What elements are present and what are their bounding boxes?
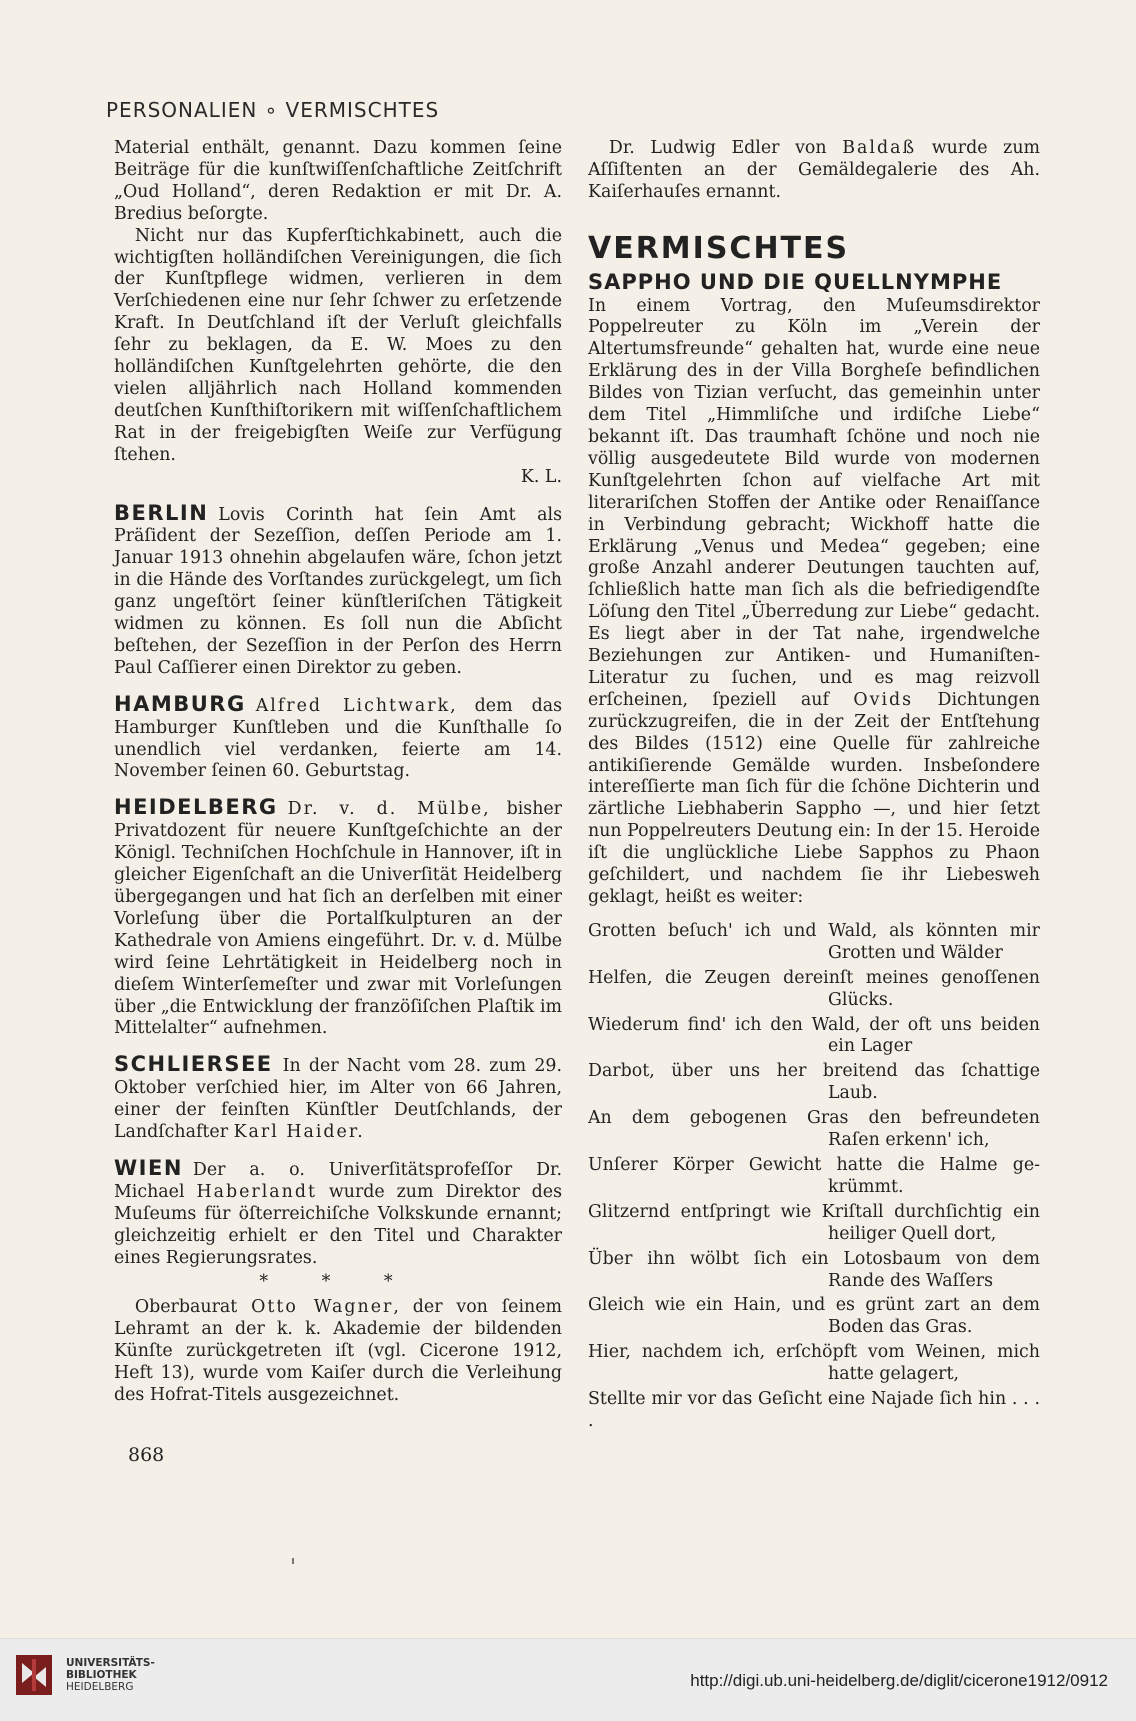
poem-line (588, 1342, 1040, 1386)
moes-signature: K. L. (520, 466, 562, 487)
library-name (66, 1657, 155, 1693)
notice-berlin (114, 500, 562, 680)
baldass-name: Baldaß (842, 138, 917, 158)
poem-line-continuation: ein Lager (828, 1036, 913, 1057)
poem-line-continuation: Raſen erkenn' ich, (828, 1130, 990, 1151)
city-heading-hamburg: HAMBURG (114, 691, 246, 716)
notice-baldass (588, 138, 1040, 204)
poem-line (588, 1202, 1040, 1246)
poem-line-first: Über ihn wölbt ſich ein Lotosbaum von dem (588, 1248, 1040, 1269)
poem-line (588, 1061, 1040, 1105)
section-title: VERMISCHTES (588, 230, 850, 266)
article-title: SAPPHO UND DIE QUELLNYMPHE (588, 269, 1003, 294)
hamburg-text: , dem das Hamburger Kunſtleben und die Kunſthalle ſo unendlich viel verdanken, feierte am 14. November ſeinen 60. Geburtstag. (114, 695, 562, 782)
article-text-a: In einem Vortrag, den Muſeumsdirektor Poppelreuter zu Köln im „Verein der Altertumsfreunde“ gehalten hat, wurde eine neue Erklärung des in der Villa Borgheſe befindlichen Bildes von Tizian verſucht, das gemeinhin unter dem Titel „Himmliſche und irdiſche Liebe“ bekannt iſt. Das traumhaft ſchöne und noch nie völlig ausgedeutete Bild wurde von modernen Kunſtgelehrten ſchon auf vielfache Art mit literariſchen Stoffen der Antike oder Renaiſſance in Verbindung gebracht; Wickhoff hatte die Erklärung „Venus und Medea“ gegeben; eine große Anzahl anderer Deutungen tauchten auf, ſchließlich hatte man ſich als die befriedigendſte Löſung den Titel „Überredung zur Liebe“ gedacht. Es liegt aber in der Tat nahe, irgendwelche Beziehungen zur Antiken- und Humaniſten-Literatur zu ſuchen, und es mag reizvoll erſcheinen, ſpeziell auf (588, 295, 1040, 710)
digitization-url[interactable]: http://digi.ub.uni-heidelberg.de/diglit/cicerone1912/0912 (690, 1671, 1108, 1690)
poem-line-first: Darbot, über uns her breitend das ſchattige (588, 1061, 1040, 1082)
wien-name: Haberlandt (196, 1181, 317, 1202)
city-heading-schliersee: SCHLIERSEE (114, 1052, 273, 1077)
poem-line-continuation: heiliger Quell dort, (828, 1223, 997, 1244)
poem-line (588, 1295, 1040, 1339)
schliersee-name: Karl Haider. (233, 1122, 365, 1143)
article-ovid: Ovids (853, 689, 914, 710)
running-head: PERSONALIEN ∘ VERMISCHTES (106, 98, 440, 122)
poem-line-continuation: krümmt. (828, 1176, 904, 1197)
poem-line (588, 1108, 1040, 1152)
poem-line-first: Wiederum find' ich den Wald, der oft uns beiden (588, 1014, 1040, 1035)
poem (588, 921, 1040, 1433)
wagner-text-a: Oberbaurat (134, 1297, 238, 1318)
notice-wagner (114, 1297, 562, 1407)
poem-line-first: Helfen, die Zeugen dereinſt meines genoſſenen (588, 967, 1040, 988)
poem-line-first: Unſerer Körper Gewicht hatte die Halme ge- (588, 1154, 1040, 1175)
section-separator-stars: * * * (259, 1271, 417, 1292)
scan-speck (292, 1558, 294, 1564)
city-heading-berlin: BERLIN (114, 500, 209, 525)
poem-line-continuation: Laub. (828, 1083, 878, 1104)
berlin-text: Lovis Corinth hat ſein Amt als Präſident der Sezeſſion, deſſen Periode am 1. Januar 1913 ohnehin abgelaufen wäre, ſchon jetzt in die Hände des Vorſtandes zurückgelegt, um ſich ganz ungeſtört ſeiner künſtleriſchen Tätigkeit widmen zu können. Es ſoll nun die Abſicht beſtehen, der Sezeſſion in der Perſon des Herrn Paul Caſſierer einen Direktor zu geben. (114, 504, 562, 678)
library-name-line-3: HEIDELBERG (66, 1681, 134, 1693)
notice-wien (114, 1155, 563, 1270)
schliersee-text: In der Nacht vom 28. zum 29. Oktober verſchied hier, im Alter von 66 Jahren, einer der feinſten Künſtler Deutſchlands, der Landſchafter (114, 1056, 562, 1143)
poem-line-continuation: Rande des Waſſers (828, 1270, 994, 1291)
poem-line-first: Glitzernd entſpringt wie Kriſtall durchſichtig ein (588, 1201, 1040, 1222)
wagner-name: Otto Wagner (251, 1297, 394, 1318)
footer-bar (0, 1638, 1136, 1721)
poem-line-continuation: Boden das Gras. (828, 1317, 973, 1338)
baldass-text-a: Dr. Ludwig Edler von (608, 138, 827, 158)
notice-schliersee (114, 1054, 562, 1144)
poem-line (588, 968, 1040, 1012)
poem-line (588, 921, 1040, 965)
university-seal-icon (14, 1653, 54, 1697)
poem-line (588, 1249, 1040, 1293)
poem-line (588, 1015, 1040, 1059)
moes-paragraph-2: Nicht nur das Kupferſtichkabinett, auch die wichtigſten holländiſchen Vereinigungen, die ſich der Kunſtpflege widmen, verlieren in dem Verſchiedenen eine nur ſehr ſchwer zu erſetzende Kraft. In Deutſchland iſt der Verluſt gleichfalls ſehr zu beklagen, da E. W. Moes zu den holländiſchen Kunſtgelehrten gehörte, die den vielen alljährlich nach Holland kommenden deutſchen Kunſthiſtorikern mit wiſſenſchaftlichem Rat in der freigebigſten Weiſe zur Verfügung ſtehen. (114, 225, 562, 465)
poem-line-continuation: hatte gelagert, (828, 1364, 959, 1385)
right-column (588, 138, 1040, 1436)
poem-line (588, 1155, 1040, 1199)
poem-line-first: Stellte mir vor das Geſicht eine Najade ſich hin . . . . (588, 1389, 1040, 1431)
notice-heidelberg (114, 797, 562, 1040)
moes-paragraph-1: Material enthält, genannt. Dazu kommen ſeine Beiträge für die kunſtwiſſenſchaftliche Zeitſchrift „Oud Holland“, deren Redaktion er mit Dr. A. Bredius beſorgte. (114, 138, 562, 224)
wagner-text-b: , der von ſeinem Lehramt an der k. k. Akademie der bildenden Künſte zurückgetreten iſt (vgl. Cicerone 1912, Heft 13), wurde vom Kaiſer durch die Verleihung des Hofrat-Titels ausgezeichnet. (114, 1297, 563, 1406)
city-heading-wien: WIEN (114, 1155, 183, 1180)
wien-text-b: wurde zum Direktor des Muſeums für öſterreichiſche Volkskunde ernannt; gleichzeitig erhielt er den Titel und Charakter eines Regierungsrates. (114, 1181, 563, 1268)
city-heading-heidelberg: HEIDELBERG (114, 795, 278, 820)
poem-line (588, 1389, 1040, 1433)
article-text-b: Dichtungen zurückzugreifen, die in der Zeit der Entſtehung des Bildes (1512) eine Quelle für zahlreiche antikiſierende Gemälde wurden. Insbeſondere intereſſierte man ſich für die ſchöne Dichterin und zärtliche Liebhaberin Sappho —, und hier ſetzt nun Poppelreuters Deutung ein: In der 15. Heroide iſt die unglückliche Liebe Sapphos zu Phaon geſchildert, und nachdem ſie ihr Liebesweh geklagt, heißt es weiter: (588, 689, 1041, 907)
library-name-line-2: BIBLIOTHEK (66, 1669, 137, 1681)
poem-line-continuation: Grotten und Wälder (828, 942, 1003, 963)
poem-line-first: Grotten beſuch' ich und Wald, als könnten mir (588, 920, 1040, 941)
heidelberg-text: , bisher Privatdozent für neuere Kunſtgeſchichte an der Königl. Techniſchen Hochſchule in Hannover, iſt in gleicher Eigenſchaft an die Univerſität Heidelberg übergegangen und hat ſich an derſelben mit einer Vorleſung über die Portalſkulpturen an der Kathedrale von Amiens eingeführt. Dr. v. d. Mülbe wird ſeine Lehrtätigkeit in Heidelberg noch in dieſem Winterſemeſter und zwar mit Vorleſungen über „die Entwicklung der franzöſiſchen Plaſtik im Mittelalter“ aufnehmen. (114, 799, 562, 1039)
poem-line-continuation: Glücks. (828, 989, 894, 1010)
poem-line-first: Hier, nachdem ich, erſchöpft vom Weinen, mich (588, 1342, 1040, 1363)
baldass-text-b: wurde zum Aſſiſtenten an der Gemäldegalerie des Ah. Kaiſerhauſes ernannt. (588, 138, 1041, 202)
page-number: 868 (128, 1444, 165, 1466)
hamburg-name: Alfred Lichtwark (255, 695, 451, 716)
heidelberg-name: Dr. v. d. Mülbe (287, 799, 484, 820)
notice-hamburg (114, 691, 562, 784)
left-column (114, 138, 562, 1407)
poem-line-first: An dem gebogenen Gras den befreundeten (588, 1108, 1040, 1129)
article-body (588, 296, 1040, 909)
poem-line-first: Gleich wie ein Hain, und es grünt zart an dem (588, 1295, 1040, 1316)
wien-text-a: Der a. o. Univerſitätsprofeſſor Dr. Michael (114, 1159, 562, 1202)
library-name-line-1: UNIVERSITÄTS- (66, 1657, 155, 1669)
